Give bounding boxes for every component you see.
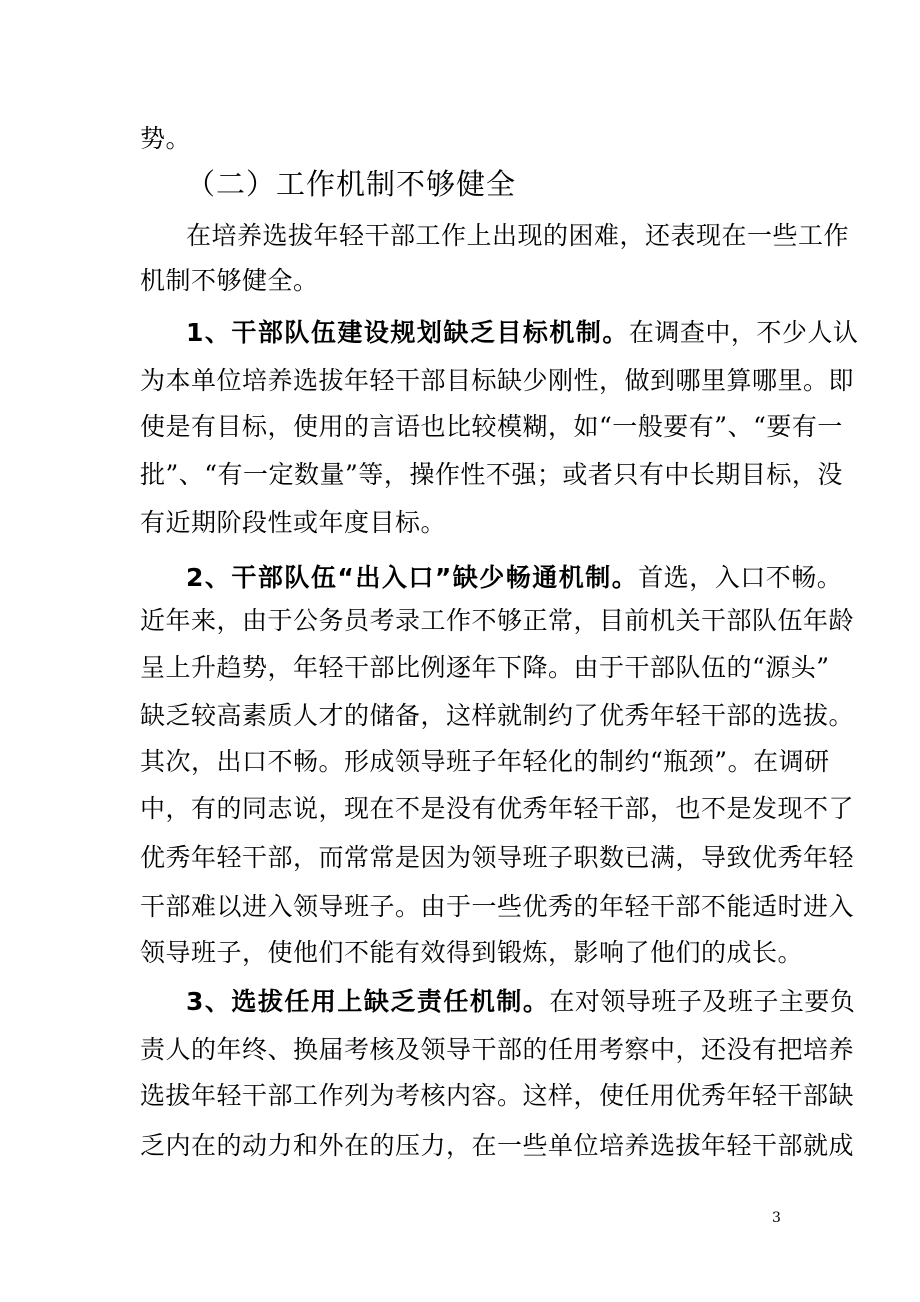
- paragraph-heading: 3、选拔任用上缺乏责任机制。: [186, 987, 550, 1016]
- text-segment: 使是有目标，使用的言语也比较模糊，如“一般要有”、“要有一: [140, 412, 843, 441]
- text-line: [140, 366, 854, 396]
- text-segment: 干部难以进入领导班子。由于一些优秀的年轻干部不能适时进入: [140, 892, 855, 921]
- text-segment: 在对领导班子及班子主要负: [549, 987, 856, 1016]
- text-segment: 其次，出口不畅。形成领导班子年轻化的制约“瓶颈”。在调研: [140, 747, 830, 776]
- text-segment: 呈上升趋势，年轻干部比例逐年下降。由于干部队伍的“源头”: [140, 653, 830, 682]
- text-line: [140, 938, 803, 968]
- text-segment: 为本单位培养选拔年轻干部目标缺少刚性，做到哪里算哪里。即: [140, 366, 855, 395]
- text-line: [140, 747, 830, 777]
- text-segment: 批”、“有一定数量”等，操作性不强；或者只有中长期目标，没: [140, 460, 843, 489]
- text-line: [140, 460, 843, 490]
- text-line: [186, 987, 855, 1017]
- text-line: [140, 508, 446, 538]
- paragraph-heading: 2、干部队伍“出入口”缺少畅通机制。: [186, 563, 639, 592]
- text-segment: 有近期阶段性或年度目标。: [140, 508, 447, 537]
- section-heading: [186, 169, 516, 199]
- text-line: [140, 124, 191, 154]
- text-segment: 势。: [140, 124, 192, 153]
- text-line: [140, 412, 843, 442]
- text-line: [140, 266, 319, 296]
- text-segment: 选拔年轻干部工作列为考核内容。这样，使任用优秀年轻干部缺: [140, 1081, 855, 1110]
- text-segment: 领导班子，使他们不能有效得到锻炼，影响了他们的成长。: [140, 938, 804, 967]
- text-line: [140, 892, 854, 922]
- text-segment: 中，有的同志说，现在不是没有优秀年轻干部，也不是发现不了: [140, 794, 855, 823]
- text-line: [186, 563, 842, 593]
- text-line: [140, 1081, 854, 1111]
- text-line: [140, 606, 854, 636]
- text-segment: 责人的年终、换届考核及领导干部的任用考察中，还没有把培养: [140, 1035, 855, 1064]
- text-line: [140, 653, 830, 683]
- text-line: [140, 843, 854, 873]
- heading-text: （二）工作机制不够健全: [186, 167, 517, 201]
- text-segment: 首选，入口不畅。: [638, 563, 843, 592]
- text-line: [186, 318, 858, 348]
- text-segment: 在调查中，不少人认: [628, 318, 859, 347]
- page-number: 3: [772, 1210, 781, 1226]
- text-line: [140, 701, 854, 731]
- text-segment: 优秀年轻干部，而常常是因为领导班子职数已满，导致优秀年轻: [140, 843, 855, 872]
- text-segment: 在培养选拔年轻干部工作上出现的困难，还表现在一些工作: [186, 221, 850, 250]
- text-line: [140, 794, 854, 824]
- text-line: [140, 1131, 854, 1161]
- text-line: [140, 1035, 854, 1065]
- paragraph-heading: 1、干部队伍建设规划缺乏目标机制。: [186, 318, 629, 347]
- text-segment: 近年来，由于公务员考录工作不够正常，目前机关干部队伍年龄: [140, 606, 855, 635]
- text-segment: 机制不够健全。: [140, 266, 319, 295]
- text-segment: 乏内在的动力和外在的压力，在一些单位培养选拔年轻干部就成: [140, 1131, 855, 1160]
- text-segment: 缺乏较高素质人才的储备，这样就制约了优秀年轻干部的选拔。: [140, 701, 855, 730]
- text-line: [186, 221, 849, 251]
